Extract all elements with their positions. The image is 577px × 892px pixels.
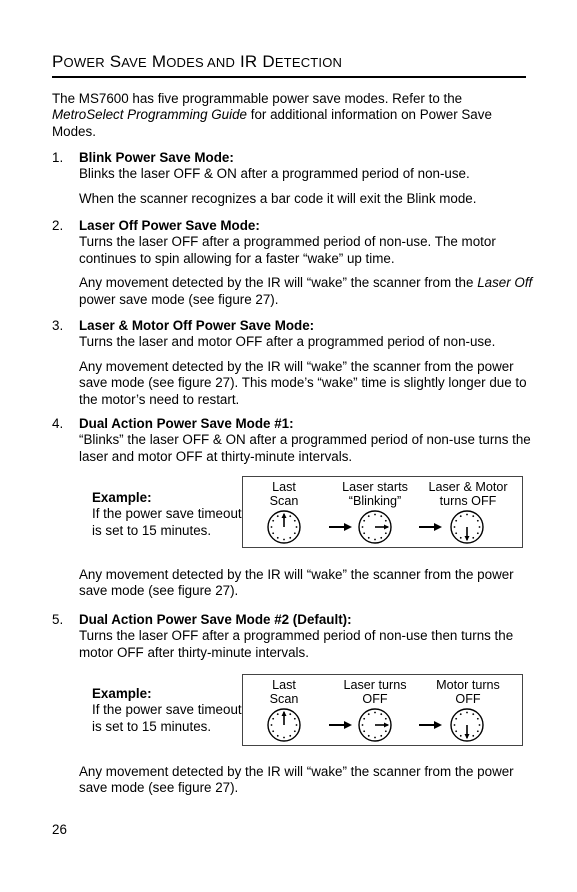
mode-2-title: Laser Off Power Save Mode: [79,218,260,233]
clock-tick-dot [283,737,285,739]
clock-tick-dot [479,526,481,528]
mode-4: Dual Action Power Save Mode #1: “Blinks” the laser OFF & ON after a programmed period of non-use turns the laser and motor OFF at thirty-minute intervals. [79,416,549,465]
label-laser-turns-off: Laser turns OFF [343,678,407,706]
clock-tick-dot [455,520,457,522]
clock-tick-dot [294,520,296,522]
clock-tick-dot [477,532,479,534]
clock-tick-dot [460,735,462,737]
clock-tick-dot [363,532,365,534]
clock-tick-dot [460,713,462,715]
mode-2-number: 2. [52,218,64,233]
clock-tick-dot [272,520,274,522]
clock-tick-dot [385,718,387,720]
clock-tick-dot [296,526,298,528]
arrow-right-icon [419,721,442,729]
clock-tick-dot [363,520,365,522]
clock-tick-dot [277,735,279,737]
clock-tick-dot [374,539,376,541]
clock-tick-dot [296,724,298,726]
label-last-scan: Last Scan [269,480,299,508]
page-number: 26 [52,822,67,837]
clock-tick-dot [455,718,457,720]
clock-tick-dot [454,724,456,726]
clock-tick-dot [362,526,364,528]
arrow-right-icon [329,721,352,729]
clock-tick-dot [294,730,296,732]
clock-tick-dot [472,515,474,517]
mode-1: Blink Power Save Mode: Blinks the laser OFF & ON after a programmed period of non-use. When the scanner recognizes a bar code it will exit the Blink mode. [79,150,549,207]
clock-tick-dot [283,539,285,541]
example-1-caption: Example: If the power save timeout is set to 15 minutes. [92,490,242,538]
clock-tick-dot [380,713,382,715]
label-laser-starts-blinking: Laser starts “Blinking” [342,480,408,508]
clock-tick-dot [460,515,462,517]
clock-tick-dot [272,718,274,720]
clock-tick-dot [277,713,279,715]
title-rule [52,76,526,78]
clock-tick-dot [472,537,474,539]
mode-3-number: 3. [52,318,64,333]
clock-tick-dot [289,735,291,737]
intro-paragraph: The MS7600 has five programmable power save modes. Refer to the MetroSelect Programming Guide for additional information on Power Save Modes. [52,91,492,139]
clock-tick-dot [289,537,291,539]
clock-3-icon [359,511,391,543]
clock-tick-dot [380,515,382,517]
example-2-clocks [243,675,522,745]
mode-4-number: 4. [52,416,64,431]
clock-tick-dot [466,514,468,516]
clock-tick-dot [363,718,365,720]
clock-tick-dot [385,730,387,732]
mode-4-wake-paragraph: Any movement detected by the IR will “wake” the scanner from the power save mode (see figure 27). [79,567,514,599]
clock-tick-dot [472,735,474,737]
mode-3: Laser & Motor Off Power Save Mode: Turns the laser and motor OFF after a programmed period of non-use. Any movement detected by the IR will “wake” the scanner from the power save mode (see figure 27). This mode’s “wake” time is slightly longer due to the motor’s need to restart. [79,318,549,408]
clock-tick-dot [374,514,376,516]
example-2-diagram [242,674,523,746]
clock-tick-dot [477,520,479,522]
clock-tick-dot [368,537,370,539]
example-2-caption: Example: If the power save timeout is set to 15 minutes. [92,686,242,734]
mode-5: Dual Action Power Save Mode #2 (Default): Turns the laser OFF after a programmed period of non-use then turns the motor OFF after thirty-minute intervals. [79,612,549,661]
clock-tick-dot [368,735,370,737]
mode-3-title: Laser & Motor Off Power Save Mode: [79,318,315,333]
clock-tick-dot [479,724,481,726]
mode-1-title: Blink Power Save Mode: [79,150,234,165]
clock-tick-dot [374,737,376,739]
clock-tick-dot [294,718,296,720]
clock-tick-dot [477,730,479,732]
clock-tick-dot [454,526,456,528]
label-laser-motor-off: Laser & Motor turns OFF [428,480,508,508]
clock-tick-dot [363,730,365,732]
clock-tick-dot [289,713,291,715]
clock-tick-dot [272,730,274,732]
clock-tick-dot [466,712,468,714]
clock-tick-dot [368,515,370,517]
clock-6-icon [451,709,483,741]
clock-tick-dot [380,735,382,737]
clock-tick-dot [294,532,296,534]
example-1-clocks [243,477,522,547]
mode-4-title: Dual Action Power Save Mode #1: [79,416,294,431]
clock-12-icon [268,709,300,741]
clock-3-icon [359,709,391,741]
clock-tick-dot [477,718,479,720]
clock-6-icon [451,511,483,543]
clock-tick-dot [277,537,279,539]
mode-2: Laser Off Power Save Mode: Turns the laser OFF after a programmed period of non-use. The motor continues to spin allowing for a faster “wake” up time. Any movement detected by the IR will “wake” the scanner from the Laser Off power save mode (see figure 27). [79,218,549,308]
clock-tick-dot [277,515,279,517]
page-title: POWER SAVE MODES AND IR DETECTION [52,52,343,71]
clock-tick-dot [362,724,364,726]
clock-tick-dot [289,515,291,517]
clock-tick-dot [385,532,387,534]
clock-tick-dot [455,730,457,732]
arrow-right-icon [329,523,352,531]
clock-tick-dot [272,532,274,534]
label-last-scan: Last Scan [269,678,299,706]
clock-tick-dot [374,712,376,714]
clock-tick-dot [271,526,273,528]
label-motor-turns-off: Motor turns OFF [436,678,500,706]
clock-12-icon [268,511,300,543]
clock-tick-dot [472,713,474,715]
example-1-diagram [242,476,523,548]
clock-tick-dot [380,537,382,539]
clock-tick-dot [271,724,273,726]
clock-tick-dot [455,532,457,534]
mode-5-wake-paragraph: Any movement detected by the IR will “wake” the scanner from the power save mode (see figure 27). [79,764,514,796]
clock-tick-dot [460,537,462,539]
clock-tick-dot [368,713,370,715]
mode-5-title: Dual Action Power Save Mode #2 (Default): [79,612,352,627]
clock-tick-dot [385,520,387,522]
mode-1-number: 1. [52,150,64,165]
mode-5-number: 5. [52,612,64,627]
arrow-right-icon [419,523,442,531]
